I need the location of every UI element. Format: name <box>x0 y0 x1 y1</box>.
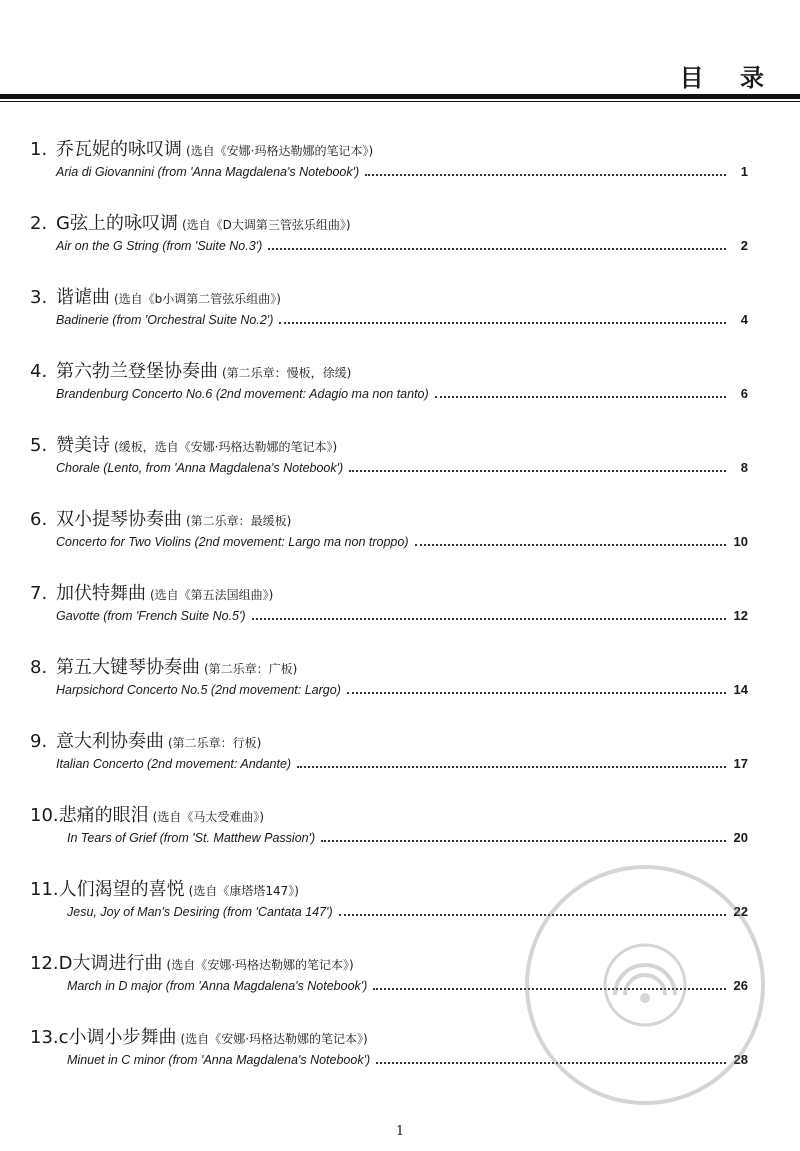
toc-entry-page: 26 <box>733 978 748 993</box>
toc-entry-chinese-title: c小调小步舞曲 <box>58 1027 177 1048</box>
toc-entry-note: (选自《D大调第三管弦乐组曲》) <box>181 218 351 232</box>
toc-dot-leader <box>279 312 726 324</box>
toc-entry-number: 2. <box>30 213 48 234</box>
toc-entry-number: 12. <box>30 953 59 974</box>
toc-entry-chinese <box>30 582 273 607</box>
header-rule-thick <box>0 94 800 99</box>
toc-dot-leader <box>321 830 726 842</box>
toc-entry-english-title: Gavotte (from 'French Suite No.5') <box>56 609 246 623</box>
toc-entry-english-title: Harpsichord Concerto No.5 (2nd movement: Largo) <box>56 683 341 697</box>
toc-entry-chinese <box>30 286 281 311</box>
toc-entry-chinese <box>30 138 373 163</box>
toc-entry-english-row <box>56 534 748 552</box>
toc-entry-chinese <box>30 1026 368 1051</box>
toc-entry-chinese-title: G弦上的咏叹调 <box>56 213 178 234</box>
toc-entry-note: (缓板，选自《安娜·玛格达勒娜的笔记本》) <box>114 440 338 454</box>
toc-entry-number: 5. <box>30 435 48 456</box>
toc-entry-number: 6. <box>30 509 48 530</box>
stamp-outer-ring <box>527 867 763 1103</box>
toc-entry-page: 22 <box>733 904 748 919</box>
toc-entry-note: (第二乐章：最缓板) <box>186 514 292 528</box>
toc-entry-chinese-title: 悲痛的眼泪 <box>58 805 149 826</box>
toc-entry-note: (第二乐章：行板) <box>168 736 262 750</box>
toc-entry-english-title: Badinerie (from 'Orchestral Suite No.2') <box>56 313 274 327</box>
toc-entry-chinese <box>30 804 264 829</box>
toc-dot-leader <box>365 164 726 176</box>
toc-entry-page: 28 <box>733 1052 748 1067</box>
toc-entry-note: (选自《安娜·玛格达勒娜的笔记本》) <box>166 958 354 972</box>
toc-entry-chinese <box>30 730 261 755</box>
toc-entry-chinese <box>30 434 337 459</box>
toc-entry-chinese <box>30 360 351 385</box>
toc-entry-page: 12 <box>733 608 748 623</box>
toc-entry-number: 9. <box>30 731 48 752</box>
stamp-wave-icon-inner <box>625 975 665 995</box>
toc-entry-chinese <box>30 656 297 681</box>
toc-entry <box>0 286 800 360</box>
toc-entry-english-title: In Tears of Grief (from 'St. Matthew Passion') <box>67 831 316 845</box>
toc-entry-english-title: March in D major (from 'Anna Magdalena's Notebook') <box>67 979 368 993</box>
toc-entry-page: 6 <box>740 386 748 401</box>
toc-entry <box>0 508 800 582</box>
toc-entry-english-row <box>56 386 748 404</box>
toc-entry-note: (选自《安娜·玛格达勒娜的笔记本》) <box>180 1032 368 1046</box>
toc-entry-page: 8 <box>740 460 748 475</box>
toc-entry-number: 4. <box>30 361 48 382</box>
toc-entry-chinese-title: 第五大键琴协奏曲 <box>56 657 200 678</box>
toc-entry-note: (选自《安娜·玛格达勒娜的笔记本》) <box>186 144 374 158</box>
toc-entry-chinese-title: 双小提琴协奏曲 <box>56 509 182 530</box>
toc-entry-english-row <box>56 682 748 700</box>
toc-entry-page: 20 <box>733 830 748 845</box>
toc-entry-note: (第二乐章：慢板，徐缓) <box>222 366 352 380</box>
toc-entry <box>0 434 800 508</box>
toc-dot-leader <box>435 386 726 398</box>
toc-entry-number: 13. <box>30 1027 59 1048</box>
toc-dot-leader <box>349 460 726 472</box>
toc-entry-english-row <box>56 460 748 478</box>
toc-entry-note: (第二乐章：广板) <box>204 662 298 676</box>
toc-entry-english-title: Air on the G String (from 'Suite No.3') <box>56 239 263 253</box>
toc-entry-number: 1. <box>30 139 48 160</box>
toc-entry-chinese <box>30 878 299 903</box>
toc-dot-leader <box>415 534 727 546</box>
toc-dot-leader <box>252 608 726 620</box>
page-number: 1 <box>395 1124 405 1139</box>
toc-entry <box>0 656 800 730</box>
toc-entry-english-row <box>56 238 748 256</box>
toc-entry <box>0 360 800 434</box>
toc-entry-page: 14 <box>733 682 748 697</box>
toc-entry-chinese-title: 人们渴望的喜悦 <box>58 879 185 900</box>
toc-entry-english-title: Chorale (Lento, from 'Anna Magdalena's Notebook') <box>56 461 344 475</box>
toc-entry-page: 17 <box>733 756 748 771</box>
toc-entry-chinese-title: 赞美诗 <box>56 435 110 456</box>
page-title: 目 录 <box>679 64 778 92</box>
toc-entry-english-title: Minuet in C minor (from 'Anna Magdalena's Notebook') <box>67 1053 371 1067</box>
toc-entry-chinese-title: 谐谑曲 <box>56 287 110 308</box>
toc-entry-chinese-title: D大调进行曲 <box>58 953 163 974</box>
toc-entry-note: (选自《康塔塔147》) <box>188 884 299 898</box>
toc-entry-page: 1 <box>740 164 748 179</box>
toc-entry-chinese-title: 第六勃兰登堡协奏曲 <box>56 361 218 382</box>
toc-entry-english-title: Italian Concerto (2nd movement: Andante) <box>56 757 292 771</box>
toc-entry-english-title: Brandenburg Concerto No.6 (2nd movement: Adagio ma non tanto) <box>56 387 429 401</box>
toc-entry-english-row <box>56 312 748 330</box>
toc-entry-number: 3. <box>30 287 48 308</box>
toc-entry-english-row <box>56 608 748 626</box>
toc-entry-chinese <box>30 212 351 237</box>
toc-entry <box>0 582 800 656</box>
toc-entry-number: 7. <box>30 583 48 604</box>
toc-dot-leader <box>268 238 726 250</box>
toc-entry-number: 11. <box>30 879 59 900</box>
toc-entry-number: 10. <box>30 805 59 826</box>
toc-entry <box>0 212 800 286</box>
toc-entry-note: (选自《第五法国组曲》) <box>150 588 274 602</box>
toc-entry-english-row <box>67 830 748 848</box>
toc-entry-chinese <box>30 952 354 977</box>
header-rule-thin <box>0 101 800 102</box>
toc-entry-number: 8. <box>30 657 48 678</box>
toc-entry-chinese-title: 意大利协奏曲 <box>56 731 164 752</box>
toc-entry-english-row <box>56 756 748 774</box>
toc-entry-chinese <box>30 508 291 533</box>
toc-entry-english-row <box>56 164 748 182</box>
stamp-center-dot <box>640 993 650 1003</box>
toc-entry-chinese-title: 乔瓦妮的咏叹调 <box>56 139 182 160</box>
toc-entry-page: 4 <box>740 312 748 327</box>
toc-entry-note: (选自《b小调第二管弦乐组曲》) <box>114 292 281 306</box>
toc-entry-note: (选自《马太受难曲》) <box>152 810 265 824</box>
toc-entry-chinese-title: 加伏特舞曲 <box>56 583 146 604</box>
toc-entry <box>0 730 800 804</box>
toc-entry-english-title: Jesu, Joy of Man's Desiring (from 'Cantata 147') <box>67 905 333 919</box>
toc-entry-page: 2 <box>740 238 748 253</box>
toc-entry-english-title: Aria di Giovannini (from 'Anna Magdalena's Notebook') <box>56 165 360 179</box>
toc-entry-page: 10 <box>733 534 748 549</box>
toc-dot-leader <box>297 756 726 768</box>
toc-entry <box>0 138 800 212</box>
toc-dot-leader <box>347 682 726 694</box>
watermark-stamp <box>520 860 770 1110</box>
toc-entry-english-title: Concerto for Two Violins (2nd movement: Largo ma non troppo) <box>56 535 409 549</box>
